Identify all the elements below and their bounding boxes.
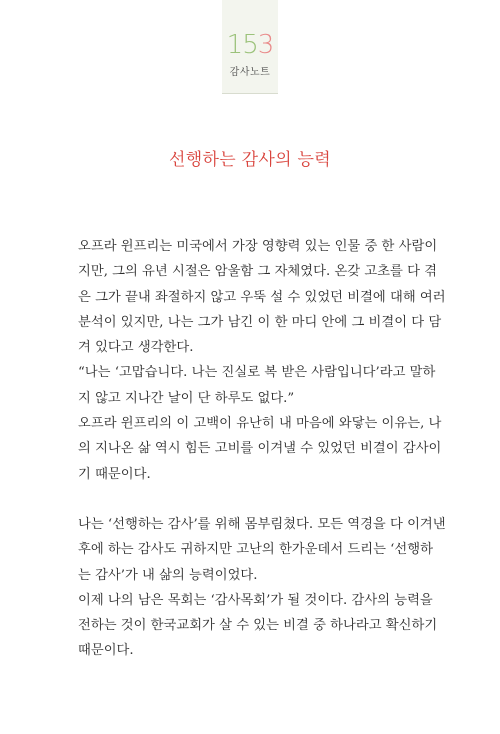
paragraph-1-line: 겨 있다고 생각한다. — [78, 340, 194, 356]
quote-line: “나는 ‘고맙습니다. 나는 진실로 복 받은 사람입니다’라고 말하 — [78, 365, 436, 381]
paragraph-3-line: 후에 하는 감사도 귀하지만 고난의 한가운데서 드리는 ‘선행하 — [78, 542, 433, 558]
paragraph-4-line: 때문이다. — [78, 643, 134, 659]
paragraph-2-line: 의 지나온 삶 역시 힘든 고비를 이겨낼 수 있었던 비결이 감사이 — [78, 441, 442, 457]
paragraph-1-line: 분석이 있지만, 나는 그가 남긴 이 한 마디 안에 그 비결이 다 담 — [78, 314, 442, 330]
paragraph-4-line: 전하는 것이 한국교회가 살 수 있는 비결 중 하나라고 확신하기 — [78, 618, 438, 634]
section-label: 감사노트 — [229, 67, 271, 78]
paragraph-gap — [78, 487, 430, 512]
paragraph-1-line: 오프라 윈프리는 미국에서 가장 영향력 있는 인물 중 한 사람이 — [78, 239, 438, 254]
paragraph-1-line: 지만, 그의 유년 시절은 암울함 그 자체였다. 온갖 고초를 다 겪 — [78, 264, 437, 280]
page-number-prefix: 15 — [226, 30, 258, 60]
paragraph-3-line: 는 감사’가 내 삶의 능력이었다. — [78, 567, 258, 583]
page-tab — [222, 0, 278, 94]
paragraph-3-line: 나는 ‘선행하는 감사’를 위해 몸부림쳤다. 모든 역경을 다 이겨낸 — [78, 516, 446, 532]
quote-line: 지 않고 지나간 날이 단 하루도 없다.” — [78, 390, 295, 406]
paragraph-4-line: 이제 나의 남은 목회는 ‘감사목회’가 될 것이다. 감사의 능력을 — [78, 592, 433, 608]
chapter-title: 선행하는 감사의 능력 — [169, 150, 331, 170]
paragraph-2-line: 기 때문이다. — [78, 466, 151, 482]
body-text — [78, 234, 446, 664]
page-number — [222, 30, 278, 60]
paragraph-1-line: 은 그가 끝내 좌절하지 않고 우뚝 설 수 있었던 비결에 대해 여러 — [78, 289, 446, 305]
page-number-last: 3 — [257, 30, 274, 60]
paragraph-2-line: 오프라 윈프리의 이 고백이 유난히 내 마음에 와닿는 이유는, 나 — [78, 416, 442, 432]
